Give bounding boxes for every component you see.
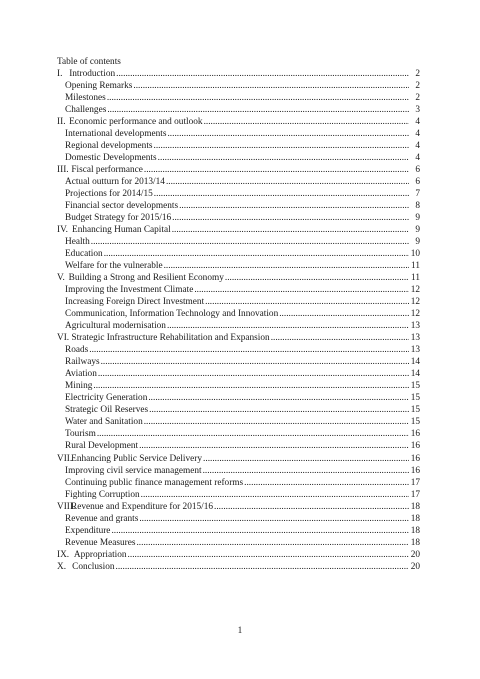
toc-section-number: II. (57, 117, 66, 128)
dot-leader (107, 104, 409, 116)
toc-section-entry[interactable] (57, 68, 420, 80)
toc-section-number: III. (57, 165, 69, 176)
dot-leader (225, 272, 409, 284)
toc-section-number: IV. (57, 225, 68, 236)
toc-subsection-entry[interactable] (57, 200, 420, 212)
dot-leader (154, 188, 409, 200)
dot-leader (101, 356, 409, 368)
toc-subsection-entry[interactable] (57, 104, 420, 116)
toc-section-entry[interactable] (57, 164, 420, 176)
dot-leader (158, 152, 409, 164)
dot-leader (116, 561, 409, 573)
toc-section-entry[interactable] (57, 224, 420, 236)
toc-subsection-entry[interactable] (57, 212, 420, 224)
toc-subsection-entry[interactable] (57, 465, 420, 477)
toc-entry-label: Introduction (69, 69, 116, 79)
toc-page-number: 20 (410, 549, 420, 560)
toc-page-number: 12 (410, 309, 420, 320)
dot-leader (141, 489, 409, 501)
dot-leader (97, 428, 409, 440)
toc-page-number: 9 (415, 225, 420, 236)
toc-page-number: 18 (410, 525, 420, 536)
toc-page-number: 12 (410, 285, 420, 296)
dot-leader (136, 537, 409, 549)
toc-entry-label: Economic performance and outlook (69, 117, 203, 128)
dot-leader (166, 176, 409, 188)
dot-leader (139, 513, 409, 525)
toc-entry-label: Aviation (65, 369, 97, 380)
dot-leader (179, 200, 409, 212)
toc-entry-label: Railways (65, 357, 100, 368)
toc-entry-label: Education (65, 249, 103, 260)
toc-page-number: 6 (415, 165, 420, 176)
toc-page-number: 15 (410, 417, 420, 428)
dot-leader (128, 549, 409, 561)
toc-page-number: 20 (410, 561, 420, 572)
toc-section-number: VIII. (57, 501, 76, 512)
toc-entry-label: Water and Sanitation (65, 417, 143, 428)
toc-page-number: 11 (411, 261, 420, 272)
toc-entry-label: Actual outturn for 2013/14 (65, 177, 165, 188)
toc-entry-label: Expenditure (65, 525, 111, 536)
toc-page-number: 4 (415, 153, 420, 164)
toc-page-number: 16 (410, 465, 420, 476)
toc-page-number: 13 (410, 321, 420, 332)
toc-entry-label: Continuing public finance management reforms (65, 477, 244, 488)
toc-page-number: 13 (410, 345, 420, 356)
toc-entry-label: Revenue and Expenditure for 2015/16 (71, 501, 214, 512)
toc-page-number: 11 (411, 273, 420, 284)
dot-leader (104, 248, 409, 260)
toc-entry-label: Strategic Oil Reserves (65, 405, 149, 416)
dot-leader (144, 164, 409, 176)
toc-section-number: V. (57, 273, 65, 284)
toc-page-number: 8 (415, 201, 420, 212)
dot-leader (107, 92, 409, 104)
dot-leader (203, 465, 409, 477)
toc-subsection-entry[interactable] (57, 296, 420, 308)
toc-entry-label: Opening Remarks (65, 81, 133, 92)
toc-page-number: 12 (410, 297, 420, 308)
dot-leader (167, 320, 409, 332)
toc-entry-label: Health (65, 237, 90, 248)
toc-page-number: 17 (410, 489, 420, 500)
toc-entry-label: Enhancing Human Capital (72, 225, 171, 236)
toc-entry-label: Improving civil service management (65, 465, 202, 476)
toc-page-number: 15 (410, 393, 420, 404)
dot-leader (144, 416, 409, 428)
dot-leader (244, 477, 409, 489)
dot-leader (172, 212, 409, 224)
toc-section-entry[interactable] (57, 116, 420, 128)
toc-section-entry[interactable] (57, 561, 420, 573)
toc-entry-label: Financial sector developments (65, 201, 179, 212)
toc-section-entry[interactable] (57, 332, 420, 344)
dot-leader (279, 308, 409, 320)
toc-subsection-entry[interactable] (57, 513, 420, 525)
dot-leader (167, 128, 409, 140)
toc-entry-label: Domestic Developments (65, 153, 157, 164)
toc-subsection-entry[interactable] (57, 176, 420, 188)
dot-leader (148, 392, 409, 404)
toc-entry-label: Projections for 2014/15 (65, 189, 153, 200)
toc-entry-label: Enhancing Public Service Delivery (71, 453, 203, 464)
toc-subsection-entry[interactable] (57, 404, 420, 416)
page-number: 1 (237, 626, 243, 636)
table-of-contents (57, 68, 420, 573)
toc-subsection-entry[interactable] (57, 368, 420, 380)
toc-page-number: 4 (415, 117, 420, 128)
toc-page-number: 7 (415, 189, 420, 200)
toc-page-number: 2 (415, 69, 420, 79)
dot-leader (154, 140, 409, 152)
toc-subsection-entry[interactable] (57, 428, 420, 440)
toc-subsection-entry[interactable] (57, 320, 420, 332)
toc-subsection-entry[interactable] (57, 236, 420, 248)
toc-entry-label: Electricity Generation (65, 393, 148, 404)
toc-subsection-entry[interactable] (57, 152, 420, 164)
toc-section-number: IX. (57, 549, 70, 560)
toc-subsection-entry[interactable] (57, 416, 420, 428)
dot-leader (91, 236, 409, 248)
toc-subsection-entry[interactable] (57, 356, 420, 368)
toc-section-number: VII. (57, 453, 73, 464)
toc-entry-label: Budget Strategy for 2015/16 (65, 213, 172, 224)
dot-leader (194, 284, 409, 296)
toc-subsection-entry[interactable] (57, 92, 420, 104)
toc-entry-label: Revenue Measures (65, 537, 136, 548)
toc-section-number: X. (57, 561, 67, 572)
dot-leader (172, 224, 409, 236)
toc-subsection-entry[interactable] (57, 284, 420, 296)
dot-leader (116, 68, 409, 80)
toc-entry-label: Challenges (65, 105, 107, 116)
dot-leader (111, 525, 409, 537)
toc-entry-label: Conclusion (72, 561, 115, 572)
dot-leader (271, 332, 409, 344)
toc-subsection-entry[interactable] (57, 392, 420, 404)
toc-entry-label: Tourism (65, 429, 96, 440)
toc-entry-label: Communication, Information Technology and Innovation (65, 309, 279, 320)
toc-page-number: 3 (415, 105, 420, 116)
dot-leader (98, 368, 409, 380)
toc-subsection-entry[interactable] (57, 380, 420, 392)
toc-entry-label: Appropriation (73, 549, 127, 560)
toc-page-number: 4 (415, 129, 420, 140)
toc-title: Table of contents (57, 57, 121, 67)
toc-entry-label: Welfare for the vulnerable (65, 261, 163, 272)
dot-leader (93, 380, 409, 392)
toc-entry-label: Agricultural modernisation (65, 321, 166, 332)
toc-subsection-entry[interactable] (57, 440, 420, 452)
dot-leader (133, 80, 409, 92)
toc-page-number: 4 (415, 141, 420, 152)
toc-subsection-entry[interactable] (57, 128, 420, 140)
toc-entry-label: Fiscal performance (71, 165, 143, 176)
toc-page-number: 2 (415, 93, 420, 104)
toc-entry-label: Building a Strong and Resilient Economy (68, 273, 224, 284)
toc-page-number: 15 (410, 405, 420, 416)
toc-page-number: 15 (410, 381, 420, 392)
dot-leader (89, 344, 409, 356)
toc-subsection-entry[interactable] (57, 308, 420, 320)
toc-entry-label: Regional developments (65, 141, 153, 152)
toc-page-number: 10 (410, 249, 420, 260)
toc-page-number: 18 (410, 537, 420, 548)
toc-subsection-entry[interactable] (57, 477, 420, 489)
toc-page-number: 17 (410, 477, 420, 488)
toc-entry-label: Revenue and grants (65, 513, 139, 524)
toc-page-number: 9 (415, 237, 420, 248)
toc-entry-label: International developments (65, 129, 167, 140)
toc-subsection-entry[interactable] (57, 344, 420, 356)
dot-leader (164, 260, 409, 272)
toc-section-entry[interactable] (57, 549, 420, 561)
toc-subsection-entry[interactable] (57, 260, 420, 272)
toc-subsection-entry[interactable] (57, 525, 420, 537)
toc-entry-label: Mining (65, 381, 93, 392)
toc-subsection-entry[interactable] (57, 80, 420, 92)
dot-leader (203, 453, 409, 465)
toc-entry-label: Increasing Foreign Direct Investment (65, 297, 205, 308)
toc-page-number: 2 (415, 81, 420, 92)
toc-page-number: 9 (415, 213, 420, 224)
toc-subsection-entry[interactable] (57, 188, 420, 200)
toc-page-number: 13 (410, 333, 420, 344)
toc-section-entry[interactable] (57, 272, 420, 284)
dot-leader (149, 404, 409, 416)
toc-subsection-entry[interactable] (57, 537, 420, 549)
toc-page-number: 18 (410, 513, 420, 524)
toc-entry-label: Rural Development (65, 441, 139, 452)
toc-section-number: I. (57, 69, 63, 79)
toc-section-number: VI. (57, 333, 70, 344)
toc-entry-label: Fighting Corruption (65, 489, 140, 500)
dot-leader (139, 440, 409, 452)
toc-entry-label: Roads (65, 345, 89, 356)
toc-section-entry[interactable] (57, 501, 420, 513)
toc-page-number: 6 (415, 177, 420, 188)
toc-page-number: 16 (410, 441, 420, 452)
toc-section-entry[interactable] (57, 453, 420, 465)
toc-entry-label: Milestones (65, 93, 106, 104)
toc-entry-label: Improving the Investment Climate (65, 285, 194, 296)
toc-page-number: 14 (410, 357, 420, 368)
toc-page-number: 18 (410, 501, 420, 512)
toc-subsection-entry[interactable] (57, 140, 420, 152)
toc-subsection-entry[interactable] (57, 489, 420, 501)
dot-leader (214, 501, 409, 513)
toc-page-number: 16 (410, 453, 420, 464)
dot-leader (204, 116, 409, 128)
dot-leader (205, 296, 409, 308)
toc-entry-label: Strategic Infrastructure Rehabilitation and Expansion (71, 333, 270, 344)
toc-subsection-entry[interactable] (57, 248, 420, 260)
toc-page-number: 14 (410, 369, 420, 380)
toc-page-number: 16 (410, 429, 420, 440)
